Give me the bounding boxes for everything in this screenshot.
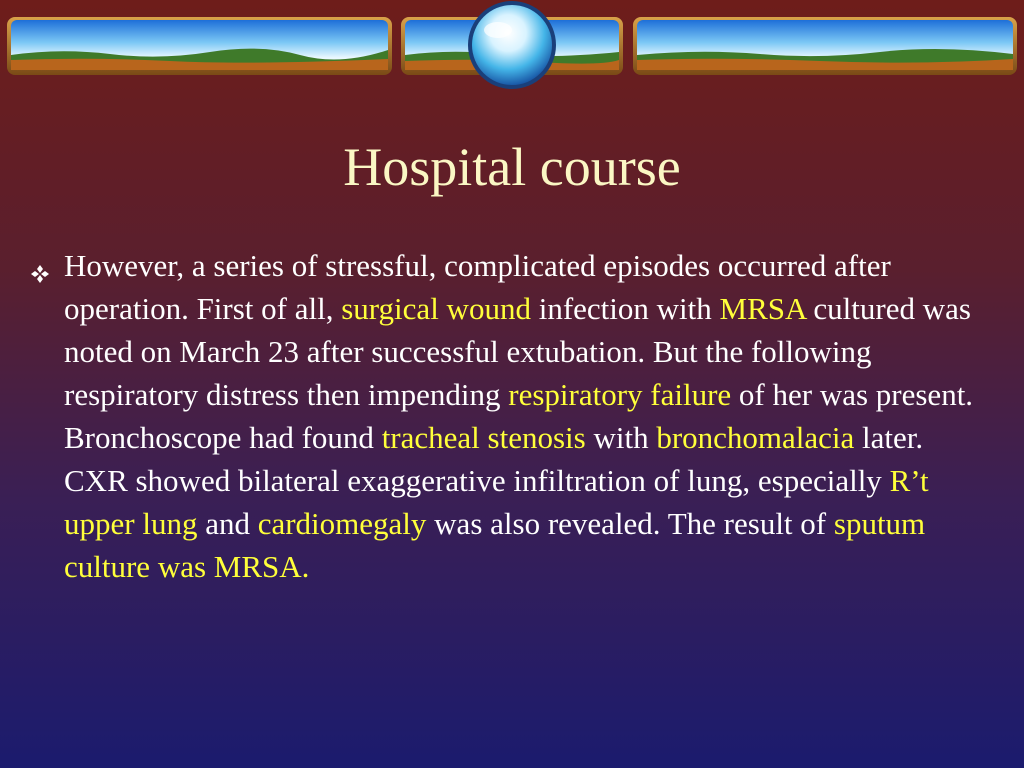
text-segment: with [585, 420, 657, 455]
highlight-rt-upper-lung: R’t upper lung [64, 463, 929, 541]
bullet-item [30, 244, 990, 588]
highlight-bronchomalacia: bronchomalacia [656, 420, 855, 455]
text-segment: However, a series of stressful, complicated episodes occurred after operation. First of all, [64, 248, 891, 326]
text-segment: was also revealed. The result of [426, 506, 834, 541]
text-segment: and [197, 506, 258, 541]
text-segment: later. CXR showed bilateral exaggerative infiltration of lung, especially [64, 420, 924, 498]
banner-panel-left [7, 17, 392, 75]
highlight-surgical-wound: surgical wound [341, 291, 531, 326]
globe-icon [468, 1, 556, 89]
highlight-respiratory-failure: respiratory failure [508, 377, 732, 412]
text-segment: of her was present. Bronchoscope had found [64, 377, 974, 455]
bullet-text [64, 244, 990, 588]
text-segment: cultured was noted on March 23 after successful extubation. But the following respiratory distress then impending [64, 291, 971, 412]
highlight-tracheal-stenosis: tracheal stenosis [381, 420, 586, 455]
banner-panel-right [633, 17, 1017, 75]
slide-body [30, 244, 990, 588]
highlight-sputum-culture: sputum culture was MRSA. [64, 506, 926, 584]
highlight-cardiomegaly: cardiomegaly [257, 506, 427, 541]
text-segment: infection with [530, 291, 720, 326]
four-diamond-bullet-icon [30, 244, 64, 295]
slide-title: Hospital course [343, 137, 681, 197]
highlight-mrsa: MRSA [719, 291, 806, 326]
landscape-banner [0, 0, 1024, 100]
